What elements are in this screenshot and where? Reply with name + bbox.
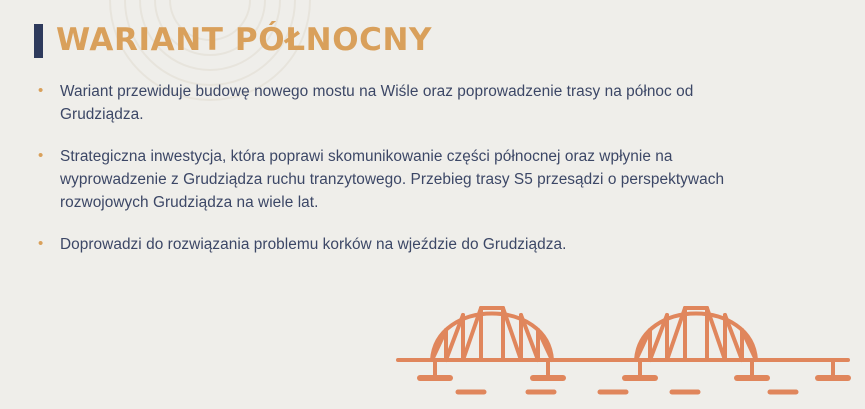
bullet-list bbox=[34, 80, 764, 275]
page-title bbox=[34, 22, 432, 58]
bullet-marker-icon: • bbox=[38, 147, 44, 164]
list-item-text: Doprowadzi do rozwiązania problemu korków na wjeździe do Grudziądza. bbox=[60, 236, 567, 253]
title-text: WARIANT PÓŁNOCNY bbox=[56, 22, 433, 58]
list-item bbox=[34, 233, 764, 256]
bullet-marker-icon: • bbox=[38, 235, 44, 252]
list-item bbox=[34, 145, 764, 214]
title-accent-bar bbox=[34, 24, 43, 58]
list-item-text: Strategiczna inwestycja, która poprawi skomunikowanie części północnej oraz wpłynie na wyprowadzenie z Grudziądza ruchu tranzytowego. Przebieg trasy S5 przesądzi o perspektywach rozwojowych Grudziądza na wiele lat. bbox=[60, 148, 725, 211]
bullet-marker-icon: • bbox=[38, 82, 44, 99]
list-item bbox=[34, 80, 764, 126]
list-item-text: Wariant przewiduje budowę nowego mostu na Wiśle oraz poprowadzenie trasy na północ od Grudziądza. bbox=[60, 83, 694, 123]
bridge-icon bbox=[388, 268, 858, 398]
